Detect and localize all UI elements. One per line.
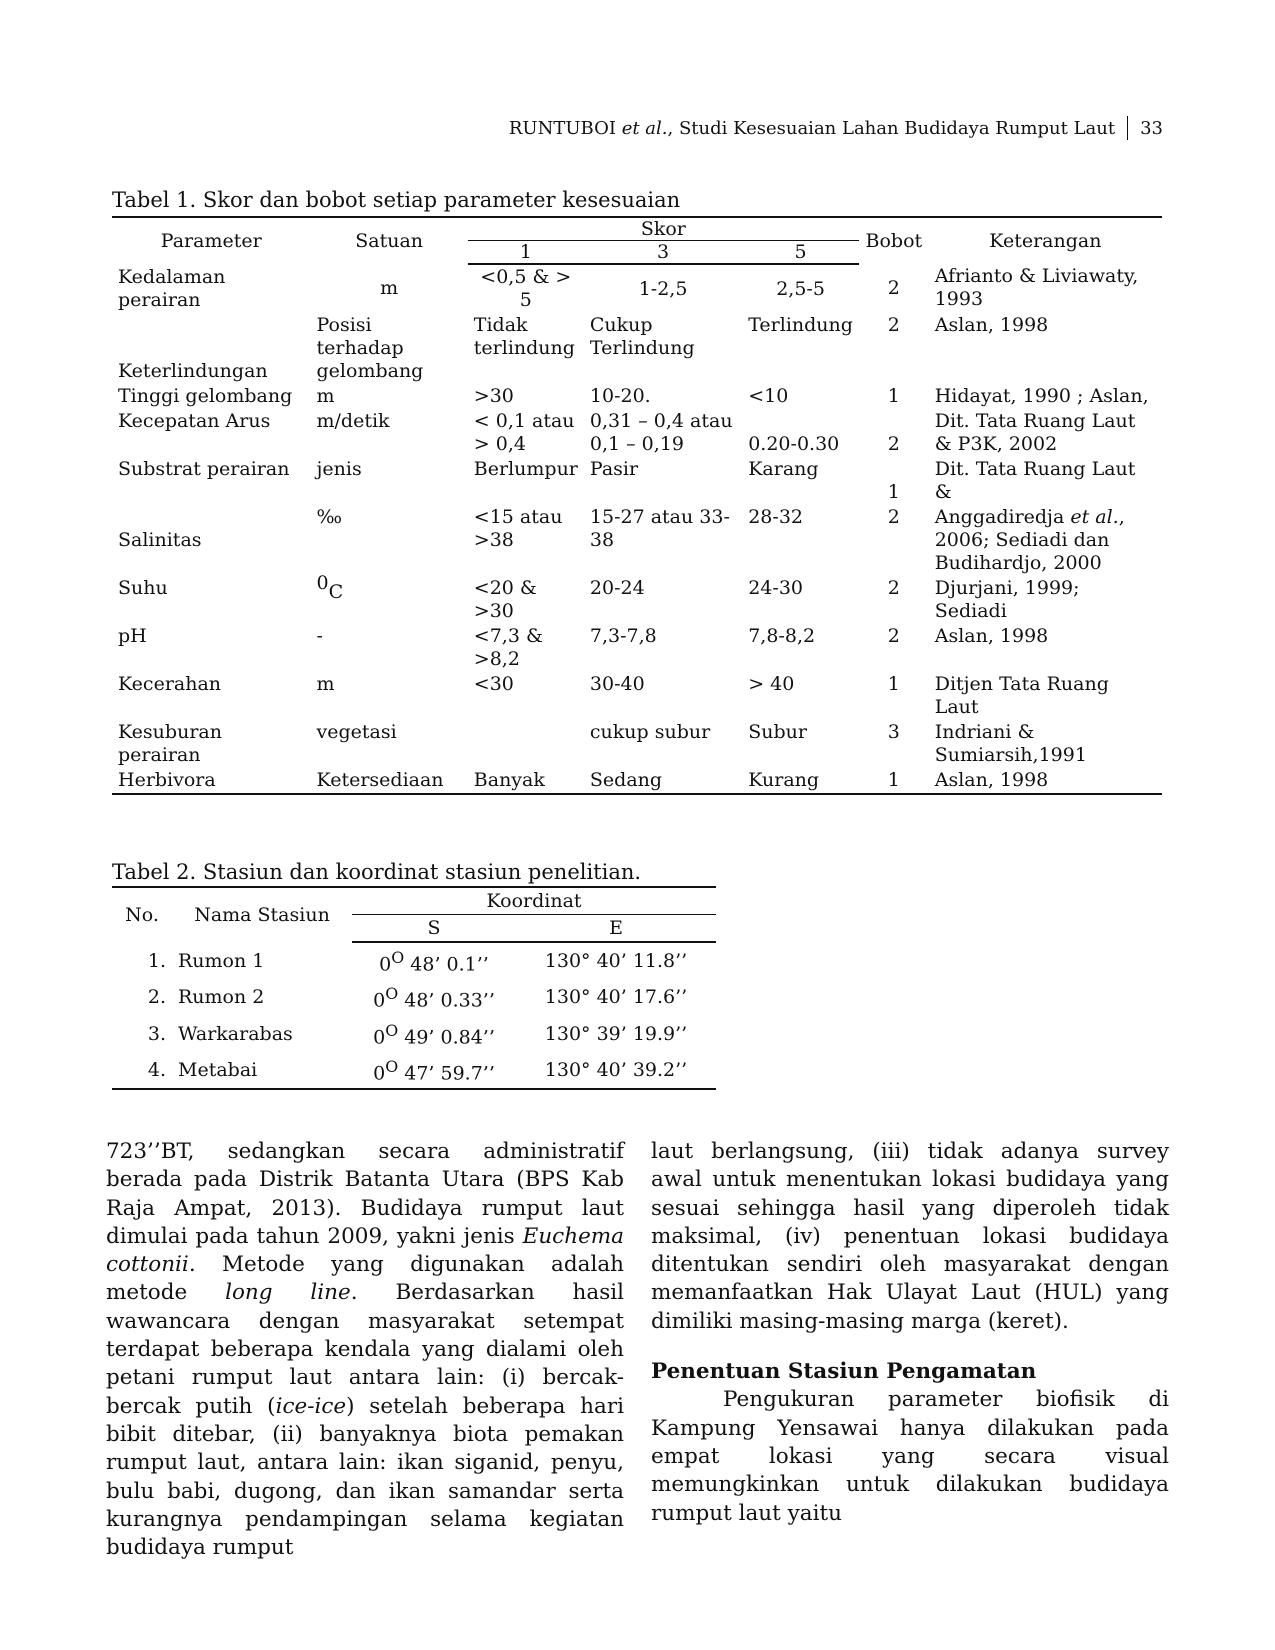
cell-keterangan: Hidayat, 1990 ; Aslan, [934, 385, 1149, 407]
table-row [112, 457, 1162, 505]
cell-parameter: Keterlindungan [118, 360, 268, 382]
body-paragraph [106, 1138, 624, 1562]
table-row [112, 624, 1162, 672]
cell-skor-5: 2,5-5 [776, 277, 825, 300]
cell-skor-5: Subur [748, 721, 807, 743]
header-etal: et al. [621, 117, 668, 139]
cell-bobot: 2 [887, 277, 900, 299]
table-row [112, 768, 1162, 794]
cell-skor-5: Kurang [742, 768, 859, 794]
cell-s-deg: 0 [379, 953, 392, 976]
cell-skor-1: <30 [473, 673, 514, 695]
cell-nama: Rumon 1 [178, 949, 265, 972]
cell-skor-5: 28-32 [748, 506, 803, 528]
t1-header-skor-1: 1 [468, 241, 584, 265]
cell-satuan: - [316, 625, 323, 647]
table-row [112, 720, 1162, 768]
cell-bobot: 2 [887, 577, 900, 599]
t1-header-skor-3: 3 [584, 241, 742, 265]
cell-skor-1: Banyak [468, 768, 584, 794]
cell-skor-3: 30-40 [589, 673, 645, 695]
table2-caption: Tabel 2. Stasiun dan koordinat stasiun penelitian. [112, 860, 642, 884]
text-run: 723’’BT, sedangkan secara administratif berada pada Distrik Batanta Utara (BPS Kab Raja Ampat, 2013). Budidaya rumput laut dimulai pada tahun 2009, yakni jenis [106, 1139, 624, 1249]
cell-bobot: 1 [859, 768, 929, 794]
cell-nama: Warkarabas [178, 1022, 293, 1045]
cell-skor-3: 20-24 [589, 577, 645, 599]
cell-s [352, 942, 516, 979]
cell-nama: Metabai [172, 1052, 352, 1089]
t2-header-e: E [516, 915, 716, 943]
cell-satuan-unit: C [328, 581, 344, 603]
cell-skor-1: < 0,1 atau > 0,4 [473, 410, 575, 455]
cell-skor-1: <15 atau >38 [473, 506, 563, 551]
table2 [112, 886, 716, 1090]
table-row [112, 384, 1162, 409]
cell-satuan: m [316, 385, 335, 407]
cell-skor-5: <10 [748, 385, 789, 407]
cell-e: 130° 39’ 19.9’’ [544, 1022, 688, 1045]
body-column-right [651, 1138, 1169, 1528]
cell-no: 4. [112, 1052, 172, 1089]
cell-s [352, 1052, 516, 1089]
cell-s-degree-mark: O [385, 984, 399, 1004]
cell-satuan-degree: 0 [316, 572, 329, 594]
table-row [112, 979, 716, 1015]
cell-s-deg: 0 [373, 1025, 386, 1048]
cell-s-rest: 48’ 0.1’’ [404, 953, 489, 976]
cell-parameter: Suhu [118, 577, 168, 599]
cell-parameter: Tinggi gelombang [118, 385, 293, 407]
cell-satuan: vegetasi [316, 721, 397, 743]
cell-keterangan: Aslan, 1998 [929, 768, 1162, 794]
header-divider [1127, 116, 1128, 140]
text-run: ) setelah beberapa hari bibit ditebar, (ii) banyaknya biota pemakan rumput laut, antara lain: ikan siganid, penyu, bulu babi, dugong, dan ikan samandar serta kurangnya pendampingan selama kegiatan budidaya rumput [106, 1393, 624, 1561]
cell-skor-3: Cukup Terlindung [589, 314, 695, 359]
t1-header-skor-5: 5 [742, 241, 859, 265]
cell-keterangan [929, 505, 1162, 576]
cell-skor-3: 15-27 atau 33-38 [589, 506, 730, 551]
cell-parameter: Kedalaman perairan [118, 265, 226, 311]
running-header [509, 116, 1163, 140]
t1-header-keterangan: Keterangan [929, 217, 1162, 264]
cell-satuan: m [380, 277, 399, 299]
cell-skor-3: 10-20. [589, 385, 651, 407]
cell-keterangan-etal: et al. [1070, 506, 1119, 528]
cell-keterangan: Afrianto & Liviawaty, 1993 [934, 265, 1139, 310]
cell-satuan: Ketersediaan [311, 768, 468, 794]
cell-keterangan: Ditjen Tata Ruang Laut [934, 673, 1109, 718]
cell-skor-1: <0,5 & > 5 [480, 266, 572, 311]
cell-skor-1 [468, 720, 584, 768]
cell-skor-5: 24-30 [748, 577, 803, 599]
italic-species-name: Euchema cottonii [106, 1223, 624, 1278]
text-run: . Berdasarkan hasil wawancara dengan masyarakat setempat terdapat beberapa kendala yang dialami oleh petani rumput laut antara lain: (i) bercak-bercak putih ( [106, 1280, 625, 1419]
body-paragraph: Pengukuran parameter biofisik di Kampung Yensawai hanya dilakukan pada empat lokasi yang secara visual memungkinkan untuk dilakukan budidaya rumput laut yaitu [651, 1387, 1169, 1526]
cell-s [352, 979, 516, 1015]
cell-satuan: m/detik [316, 410, 390, 432]
cell-e: 130° 40’ 11.8’’ [544, 950, 688, 973]
t1-header-skor: Skor [468, 217, 859, 241]
t1-header-satuan: Satuan [311, 217, 468, 264]
cell-s-rest: 48’ 0.33’’ [398, 989, 495, 1012]
cell-e: 130° 40’ 17.6’’ [544, 986, 688, 1009]
cell-skor-3: cukup subur [589, 721, 711, 743]
cell-keterangan: Indriani & Sumiarsih,1991 [934, 721, 1087, 766]
t2-header-s: S [352, 915, 516, 943]
cell-bobot: 3 [887, 721, 900, 743]
table-row [112, 1052, 716, 1089]
cell-satuan: Posisi terhadap gelombang [316, 314, 424, 382]
cell-keterangan-author: Anggadiredja [934, 506, 1071, 528]
t2-header-no: No. [112, 887, 172, 942]
header-authors: RUNTUBOI [508, 117, 616, 139]
cell-skor-1: >30 [473, 385, 514, 407]
body-column-left [106, 1138, 624, 1562]
cell-s-deg: 0 [373, 989, 386, 1012]
table-row [112, 942, 716, 979]
cell-keterangan-rest: , 2006; Sediadi dan Budihardjo, 2000 [934, 506, 1125, 574]
cell-skor-3: Pasir [589, 458, 639, 480]
cell-satuan: m [316, 673, 335, 695]
cell-keterangan: Djurjani, 1999; Sediadi [934, 577, 1080, 622]
cell-parameter: Herbivora [112, 768, 311, 794]
cell-e: 130° 40’ 39.2’’ [516, 1052, 716, 1089]
table1-caption: Tabel 1. Skor dan bobot setiap parameter kesesuaian [112, 188, 681, 212]
cell-skor-3: 7,3-7,8 [589, 625, 657, 647]
cell-s-rest: 47’ 59.7’’ [398, 1062, 495, 1085]
cell-s-deg: 0 [373, 1062, 386, 1085]
t2-header-koordinat: Koordinat [352, 887, 716, 915]
table-row [112, 313, 1162, 384]
cell-parameter: pH [118, 625, 147, 647]
cell-satuan: jenis [316, 458, 362, 480]
page-number: 33 [1140, 117, 1163, 139]
text-run: . Metode yang digunakan adalah metode [106, 1252, 624, 1306]
cell-satuan [311, 572, 468, 624]
table-row [112, 409, 1162, 457]
table-row [112, 505, 1162, 576]
cell-skor-1: <7,3 & >8,2 [473, 625, 543, 670]
cell-keterangan: Dit. Tata Ruang Laut & P3K, 2002 [934, 410, 1136, 455]
t1-header-parameter: Parameter [112, 217, 311, 264]
cell-bobot: 2 [887, 506, 900, 528]
table-row [112, 576, 1162, 624]
cell-parameter: Kecerahan [118, 673, 222, 695]
cell-skor-1: Tidak terlindung [473, 314, 575, 359]
table1 [112, 216, 1162, 795]
cell-satuan: ‰ [316, 506, 343, 528]
cell-keterangan: Aslan, 1998 [934, 625, 1049, 647]
cell-no: 1. [147, 949, 166, 972]
header-title: , Studi Kesesuaian Lahan Budidaya Rumput Laut [667, 117, 1116, 139]
cell-bobot: 1 [887, 481, 900, 503]
cell-skor-3: Sedang [584, 768, 742, 794]
cell-parameter: Salinitas [118, 529, 202, 551]
cell-s-degree-mark: O [391, 948, 405, 967]
cell-keterangan: Dit. Tata Ruang Laut & [934, 458, 1136, 503]
cell-skor-5: Terlindung [748, 314, 853, 336]
cell-s-rest: 49’ 0.84’’ [398, 1025, 495, 1048]
cell-skor-5: Karang [748, 458, 819, 480]
italic-term: ice-ice [275, 1393, 347, 1419]
cell-bobot: 2 [887, 625, 900, 647]
cell-skor-5: > 40 [748, 673, 795, 695]
cell-s [352, 1016, 516, 1052]
cell-skor-3: 0,31 – 0,4 atau 0,1 – 0,19 [589, 410, 733, 455]
cell-parameter: Kecepatan Arus [118, 410, 271, 432]
body-paragraph: laut berlangsung, (iii) tidak adanya survey awal untuk menentukan lokasi budidaya yang sesuai sehingga hasil yang diperoleh tidak maksimal, (iv) penentuan lokasi budidaya ditentukan sendiri oleh masyarakat dengan memanfaatkan Hak Ulayat Laut (HUL) yang dimiliki masing-masing marga (keret). [651, 1139, 1169, 1334]
table-row [112, 264, 1162, 313]
cell-s-degree-mark: O [385, 1020, 399, 1040]
table-row [112, 672, 1162, 720]
cell-parameter: Substrat perairan [118, 458, 290, 480]
cell-nama: Rumon 2 [178, 986, 265, 1009]
cell-s-degree-mark: O [385, 1056, 399, 1076]
cell-skor-5: 7,8-8,2 [748, 625, 816, 647]
t2-header-nama: Nama Stasiun [172, 887, 352, 942]
cell-skor-1: Berlumpur [473, 458, 578, 480]
cell-skor-1: <20 & >30 [473, 577, 537, 622]
section-heading: Penentuan Stasiun Pengamatan [651, 1359, 1037, 1385]
cell-bobot: 1 [887, 673, 900, 695]
cell-bobot: 2 [887, 314, 900, 336]
t1-header-bobot: Bobot [859, 217, 929, 264]
cell-skor-5: 0.20-0.30 [748, 433, 840, 455]
cell-skor-3: 1-2,5 [638, 277, 688, 300]
italic-method-name: long line [225, 1280, 351, 1306]
cell-parameter: Kesuburan perairan [118, 721, 222, 766]
cell-bobot: 2 [887, 433, 900, 455]
cell-bobot: 1 [887, 385, 900, 407]
cell-no: 3. [147, 1022, 166, 1045]
cell-no: 2. [147, 986, 166, 1009]
table-row [112, 1016, 716, 1052]
cell-keterangan: Aslan, 1998 [934, 314, 1049, 336]
